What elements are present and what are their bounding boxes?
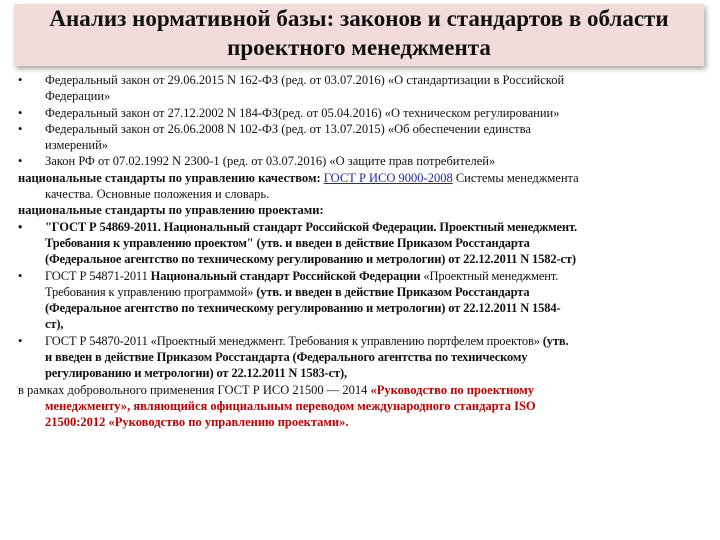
gost-54871-line-4: ст), — [45, 317, 64, 332]
gost-54869-line-2: Требования к управлению проектом" (утв. и введен в действие Приказом Росстандарта — [45, 235, 530, 250]
slide-title-box — [14, 4, 704, 66]
projects-heading: национальные стандарты по управлению проектами: — [18, 203, 324, 218]
law-4-line-1: Закон РФ от 07.02.1992 N 2300-1 (ред. от 03.07.2016) «О защите прав потребителей» — [45, 154, 496, 169]
gost-54870-line-3: регулированию и метрологии) от 22.12.2011 N 1583-ст), — [45, 366, 348, 381]
gost-54871-line-1b: Национальный стандарт Российской Федерации — [150, 268, 424, 283]
law-3-line-2: измерений» — [45, 138, 109, 153]
gost-54869-item — [18, 219, 704, 268]
quality-suffix: Системы менеджмента — [452, 170, 579, 185]
gost-54869-line-1: "ГОСТ Р 54869-2011. Национальный стандарт Российской Федерации. Проектный менеджмент. — [45, 219, 577, 234]
bullet-icon: • — [18, 105, 23, 120]
law-item-1 — [18, 72, 704, 105]
gost-54869-line-3: (Федеральное агентство по техническому регулированию и метрологии) от 22.12.2011 N 1582-ст) — [45, 252, 576, 267]
gost-iso-9000-link[interactable]: ГОСТ Р ИСО 9000-2008 — [323, 170, 453, 185]
quality-prefix: национальные стандарты по управлению качеством: — [18, 170, 324, 185]
voluntary-line-3: 21500:2012 «Руководство по управлению проектами». — [45, 415, 349, 430]
bullet-icon: • — [18, 219, 23, 234]
gost-54871-line-3: (Федеральное агентство по техническому регулированию и метрологии) от 22.12.2011 N 1584- — [45, 301, 561, 316]
gost-54870-item — [18, 333, 704, 382]
slide-title-line-2: проектного менеджмента — [227, 35, 491, 60]
quality-standards — [18, 170, 704, 203]
gost-54871-line-1a: ГОСТ Р 54871-2011 — [45, 268, 151, 283]
voluntary-line-2: менеджменту», являющийся официальным переводом международного стандарта ISO — [45, 398, 536, 413]
bullet-icon: • — [18, 154, 23, 169]
bullet-icon: • — [18, 73, 23, 87]
gost-54871-line-1c: «Проектный менеджмент. — [423, 268, 559, 283]
law-1-line-1: Федеральный закон от 29.06.2015 N 162-ФЗ (ред. от 03.07.2016) «О стандартизации в Российской — [45, 73, 565, 87]
gost-54871-line-2a: Требования к управлению программой» — [45, 284, 257, 299]
gost-54871-line-2b: (утв. и введен в действие Приказом Росстандарта — [256, 284, 530, 299]
gost-54870-line-1b: (утв. — [542, 333, 569, 348]
voluntary-application — [18, 382, 704, 431]
slide-body — [18, 72, 704, 431]
gost-54871-item — [18, 268, 704, 333]
law-item-2 — [18, 105, 704, 121]
slide-title-line-1: Анализ нормативной базы: законов и стандартов в области — [49, 6, 669, 31]
quality-line-2: качества. Основные положения и словарь. — [45, 187, 270, 202]
bullet-icon: • — [18, 121, 23, 136]
bullet-icon: • — [18, 333, 23, 348]
voluntary-line-1b: «Руководство по проектному — [370, 382, 535, 397]
voluntary-line-1a: в рамках добровольного применения ГОСТ Р ИСО 21500 — 2014 — [18, 382, 371, 397]
gost-54870-line-1a: ГОСТ Р 54870-2011 «Проектный менеджмент. Требования к управлению портфелем проектов» — [45, 333, 543, 348]
law-1-line-2: Федерации» — [45, 89, 111, 104]
bullet-icon: • — [18, 268, 23, 283]
gost-54870-line-2: и введен в действие Приказом Росстандарта (Федерального агентства по техническому — [45, 350, 528, 365]
law-item-4 — [18, 153, 704, 169]
law-item-3 — [18, 121, 704, 154]
law-2-line-1: Федеральный закон от 27.12.2002 N 184-ФЗ(ред. от 05.04.2016) «О техническом регулировании» — [45, 105, 560, 120]
law-3-line-1: Федеральный закон от 26.06.2008 N 102-ФЗ (ред. от 13.07.2015) «Об обеспечении единства — [45, 121, 531, 136]
